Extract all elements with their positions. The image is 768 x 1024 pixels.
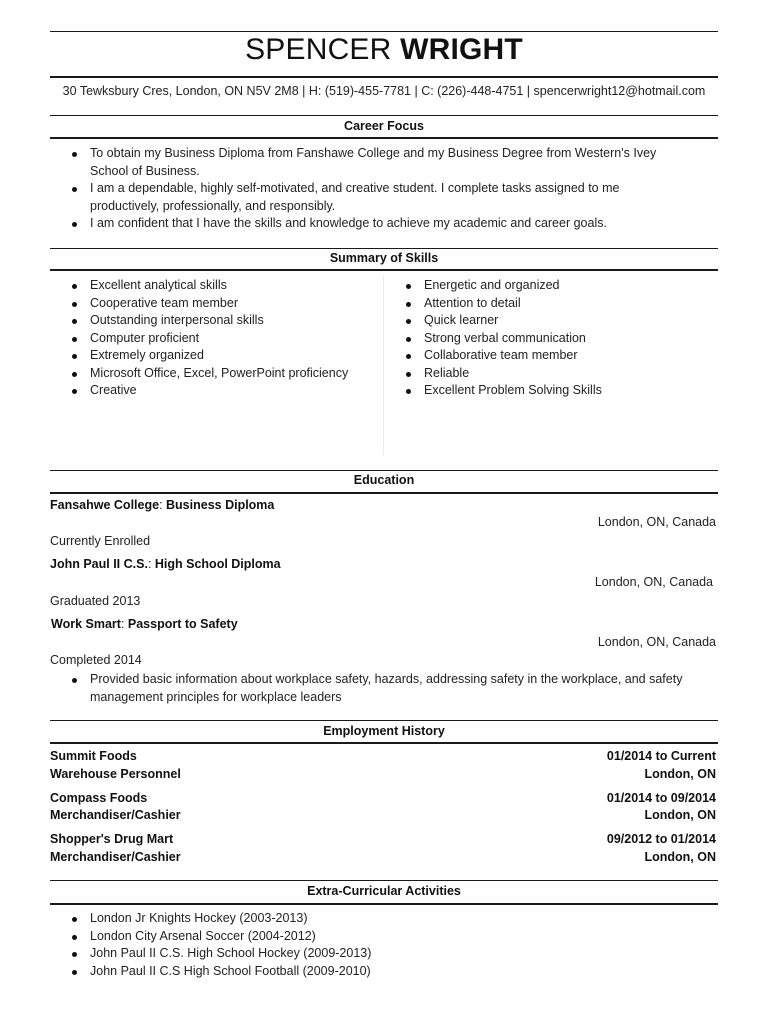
school-name: Work Smart (51, 617, 121, 631)
list-item: Attention to detail (384, 295, 714, 313)
list-item: Creative (50, 382, 380, 400)
job-dates: 01/2014 to 09/2014 (606, 791, 716, 805)
employment-heading: Employment History (323, 724, 445, 738)
list-item: Extremely organized (50, 347, 380, 365)
education-heading: Education (353, 473, 415, 487)
education-status: Completed 2014 (50, 653, 142, 667)
job-company: Compass Foods (50, 791, 148, 805)
employment-bottom-rule (50, 742, 718, 744)
job-role: Warehouse Personnel (50, 767, 181, 781)
education-location: London, ON, Canada (597, 515, 716, 529)
job-location: London, ON (644, 850, 716, 864)
list-item: Reliable (384, 365, 714, 383)
list-item: Cooperative team member (50, 295, 380, 313)
candidate-name (50, 30, 718, 70)
list-item: Microsoft Office, Excel, PowerPoint proficiency (50, 365, 380, 383)
list-item: Excellent analytical skills (50, 277, 380, 295)
employment-top-rule (50, 720, 718, 721)
career-focus-list (50, 145, 690, 233)
education-status: Graduated 2013 (50, 594, 141, 608)
job-location: London, ON (644, 808, 716, 822)
list-item: Quick learner (384, 312, 714, 330)
job-role: Merchandiser/Cashier (50, 808, 181, 822)
list-item: John Paul II C.S. High School Hockey (2009-2013) (50, 945, 690, 963)
activities-list (50, 910, 690, 980)
school-name: John Paul II C.S. (50, 557, 148, 571)
resume-page (50, 0, 718, 1024)
list-item: Provided basic information about workplace safety, hazards, addressing safety in the workplace, and safety management principles for workplace leaders (50, 671, 690, 706)
school-name: Fansahwe College (50, 498, 160, 512)
skills-list-right (384, 277, 714, 400)
education-entry-title: Fansahwe College: Business Diploma (50, 498, 275, 512)
job-company: Shopper's Drug Mart (50, 832, 174, 846)
contact-line: 30 Tewksbury Cres, London, ON N5V 2M8 | H: (519)-455-7781 | C: (226)-448-4751 | spencerwright12@hotmail.com (62, 84, 706, 98)
activities-top-rule (50, 880, 718, 881)
career-focus-heading: Career Focus (344, 119, 424, 133)
last-name: WRIGHT (400, 33, 523, 66)
list-item: John Paul II C.S High School Football (2009-2010) (50, 963, 690, 981)
list-item: Energetic and organized (384, 277, 714, 295)
first-name: SPENCER (245, 33, 392, 66)
education-location: London, ON, Canada (597, 635, 716, 649)
job-role: Merchandiser/Cashier (50, 850, 181, 864)
list-item: London Jr Knights Hockey (2003-2013) (50, 910, 690, 928)
credential: Passport to Safety (127, 617, 238, 631)
list-item: I am a dependable, highly self-motivated, and creative student. I complete tasks assigned to me productively, professionally, and responsibly. (50, 180, 690, 215)
job-dates: 01/2014 to Current (606, 749, 716, 763)
activities-bottom-rule (50, 903, 718, 905)
credential: High School Diploma (154, 557, 281, 571)
name-rule (50, 76, 718, 78)
career-focus-top-rule (50, 115, 718, 116)
job-location: London, ON (644, 767, 716, 781)
education-status: Currently Enrolled (50, 534, 151, 548)
credential: Business Diploma (166, 498, 275, 512)
education-entry-title: John Paul II C.S.: High School Diploma (50, 557, 281, 571)
career-focus-bottom-rule (50, 137, 718, 139)
education-bottom-rule (50, 492, 718, 494)
list-item: Outstanding interpersonal skills (50, 312, 380, 330)
skills-list-left (50, 277, 380, 400)
list-item: To obtain my Business Diploma from Fanshawe College and my Business Degree from Western's Ivey School of Business. (50, 145, 690, 180)
skills-heading: Summary of Skills (329, 251, 439, 265)
list-item: Computer proficient (50, 330, 380, 348)
list-item: London City Arsenal Soccer (2004-2012) (50, 928, 690, 946)
activities-heading: Extra-Curricular Activities (307, 884, 461, 898)
list-item: I am confident that I have the skills and knowledge to achieve my academic and career goals. (50, 215, 690, 233)
list-item: Excellent Problem Solving Skills (384, 382, 714, 400)
list-item: Collaborative team member (384, 347, 714, 365)
list-item: Strong verbal communication (384, 330, 714, 348)
job-dates: 09/2012 to 01/2014 (606, 832, 716, 846)
job-company: Summit Foods (50, 749, 137, 763)
education-location: London, ON, Canada (594, 575, 713, 589)
education-detail-list (50, 671, 690, 706)
skills-bottom-rule (50, 269, 718, 271)
education-entry-title: Work Smart: Passport to Safety (51, 617, 238, 631)
